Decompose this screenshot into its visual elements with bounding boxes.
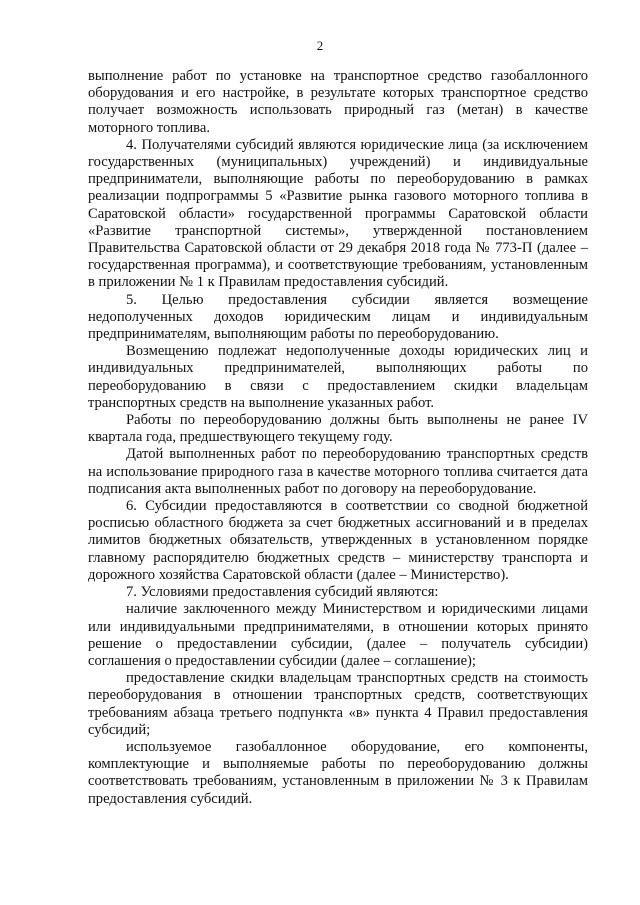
paragraph-item-6: 6. Субсидии предоставляются в соответствии со сводной бюджетной росписью областного бюджета за счет бюджетных ассигнований и в пределах лимитов бюджетных обязательств, утвержденных в установленном порядке главному распорядителю бюджетных средств – министерству транспорта и дорожного хозяйства Саратовской области (далее – Министерство). bbox=[88, 498, 588, 583]
paragraph: Датой выполненных работ по переоборудованию транспортных средств на использование природного газа в качестве моторного топлива считается дата подписания акта выполненных работ по договору на переоборудование. bbox=[88, 446, 588, 497]
paragraph-continuation: выполнение работ по установке на транспортное средство газобаллонного оборудования и его настройке, в результате которых транспортное средство получает возможность использовать природный газ (метан) в качестве моторного топлива. bbox=[88, 68, 588, 136]
paragraph: Возмещению подлежат недополученные доходы юридических лиц и индивидуальных предпринимателей, выполняющих работы по переоборудованию в связи с предоставлением скидки владельцам транспортных средств на выполнение указанных работ. bbox=[88, 343, 588, 411]
condition-item: используемое газобаллонное оборудование, его компоненты, комплектующие и выполняемые работы по переоборудованию должны соответствовать требованиям, установленным в приложении № 3 к Правилам предоставления субсидий. bbox=[88, 738, 588, 807]
paragraph-item-5: 5. Целью предоставления субсидии является возмещение недополученных доходов юридическим лицам и индивидуальным предпринимателям, выполняющим работы по переоборудованию. bbox=[88, 291, 588, 343]
condition-item: наличие заключенного между Министерством и юридическими лицами или индивидуальными предпринимателями, в отношении которых принято решение о предоставлении субсидии, (далее – получатель субсидии) соглашения о предоставлении субсидии (далее – соглашение); bbox=[88, 601, 588, 669]
page-number: 2 bbox=[316, 38, 324, 53]
paragraph-item-7: 7. Условиями предоставления субсидий являются: bbox=[126, 584, 439, 601]
paragraph: Работы по переоборудованию должны быть выполнены не ранее IV квартала года, предшествующего текущему году. bbox=[88, 412, 588, 446]
condition-item: предоставление скидки владельцам транспортных средств на стоимость переоборудования в отношении транспортных средств, соответствующих требованиям абзаца третьего подпункта «в» пункта 4 Правил предоставления субсидий; bbox=[88, 670, 588, 738]
document-body bbox=[88, 68, 588, 808]
paragraph-item-4: 4. Получателями субсидий являются юридические лица (за исключением государственных (муниципальных) учреждений) и индивидуальные предприниматели, выполняющие работы по переоборудованию в рамках реализации подпрограммы 5 «Развитие рынка газового моторного топлива в Саратовской области» государственной программы Саратовской области «Развитие транспортной системы», утвержденной постановлением Правительства Саратовской области от 29 декабря 2018 года № 773-П (далее – государственная программа), и соответствующие требованиям, установленным в приложении № 1 к Правилам предоставления субсидий. bbox=[88, 136, 588, 291]
